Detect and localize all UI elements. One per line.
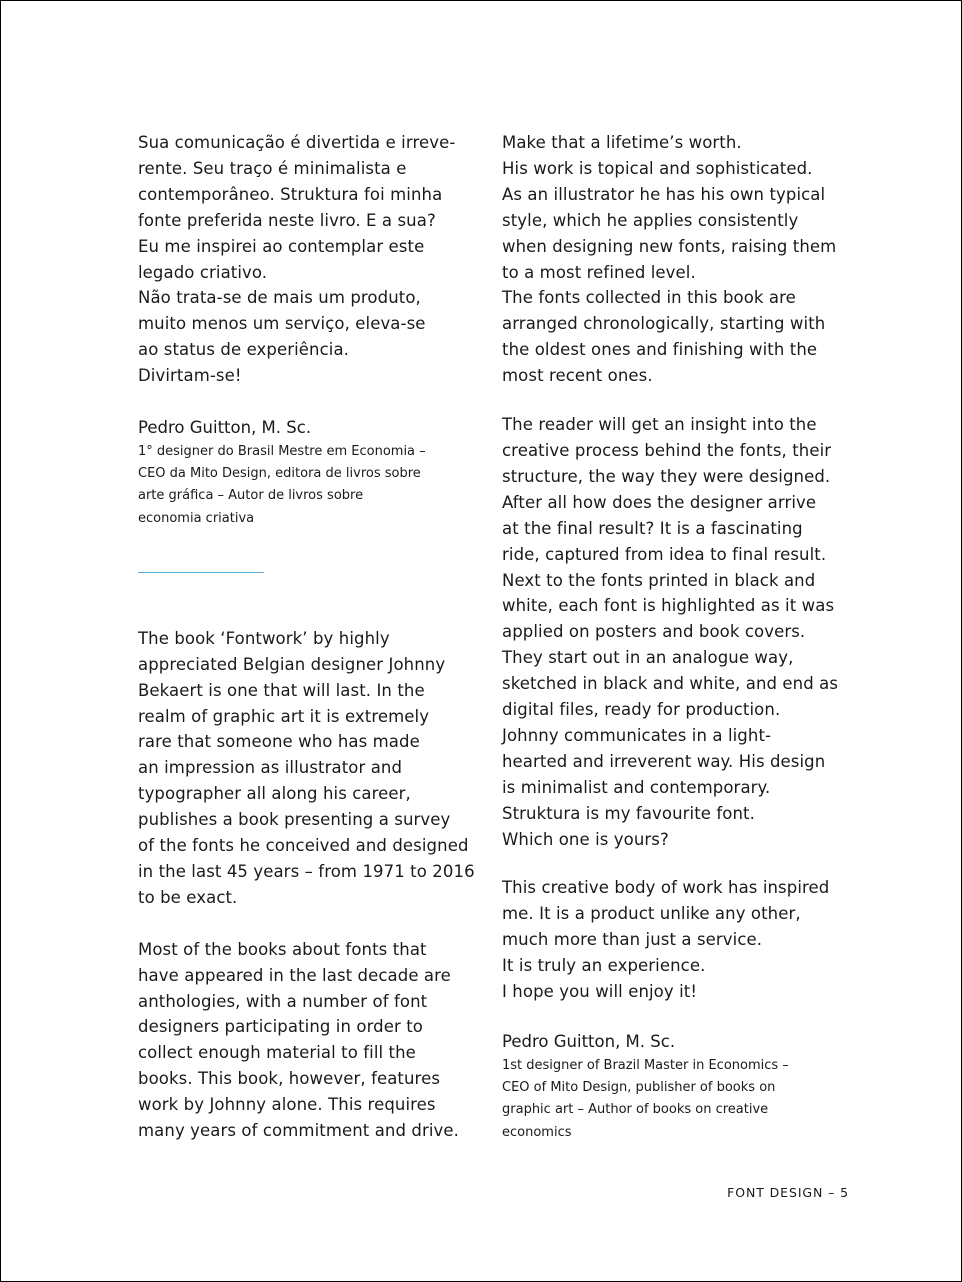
signature-english	[502, 1029, 857, 1144]
text-line: is minimalist and contemporary.	[502, 777, 771, 797]
text-line: rente. Seu traço é minimalista e	[138, 158, 407, 178]
text-line: As an illustrator he has his own typical	[502, 184, 826, 204]
text-line: an impression as illustrator and	[138, 758, 403, 778]
text-line: realm of graphic art it is extremely	[138, 706, 430, 726]
text-line: arranged chronologically, starting with	[502, 314, 826, 334]
credential-line: 1st designer of Brazil Master in Economics –	[502, 1057, 789, 1073]
credential-line: 1° designer do Brasil Mestre em Economia –	[138, 443, 426, 459]
text-line: designers participating in order to	[138, 1017, 423, 1037]
text-line: Make that a lifetime’s worth.	[502, 133, 742, 152]
text-line: creative process behind the fonts, their	[502, 440, 832, 460]
text-line: ride, captured from idea to final result.	[502, 544, 827, 564]
credential-line: CEO of Mito Design, publisher of books on	[502, 1080, 776, 1096]
text-line: collect enough material to fill the	[138, 1043, 416, 1063]
credential-line: arte gráfica – Autor de livros sobre	[138, 488, 364, 504]
text-line: to a most refined level.	[502, 262, 696, 282]
text-line: applied on posters and book covers.	[502, 622, 806, 642]
text-line: Which one is yours?	[502, 829, 669, 849]
text-line: structure, the way they were designed.	[502, 466, 831, 486]
text-line: Não trata-se de mais um produto,	[138, 288, 421, 308]
text-line: sketched in black and white, and end as	[502, 674, 839, 694]
credential-line: graphic art – Author of books on creative	[502, 1102, 769, 1118]
text-line: Sua comunicação é divertida e irreve-	[138, 133, 456, 152]
text-line: the oldest ones and finishing with the	[502, 340, 818, 360]
paragraph-right-3	[502, 875, 857, 1005]
signature-name: Pedro Guitton, M. Sc.	[138, 418, 312, 438]
signature-name: Pedro Guitton, M. Sc.	[502, 1032, 676, 1051]
text-line: to be exact.	[138, 887, 238, 907]
text-line: white, each font is highlighted as it was	[502, 596, 835, 616]
paragraph-english-1	[138, 626, 483, 911]
paragraph-right-2	[502, 412, 857, 852]
text-line: ao status de experiência.	[138, 340, 350, 360]
credential-line: economia criativa	[138, 510, 255, 526]
text-line: Johnny communicates in a light-	[502, 725, 772, 745]
text-line: me. It is a product unlike any other,	[502, 904, 801, 924]
text-line: Next to the fonts printed in black and	[502, 570, 816, 590]
right-column	[502, 130, 857, 1144]
text-line: when designing new fonts, raising them	[502, 236, 837, 256]
text-line: Eu me inspirei ao contemplar este	[138, 236, 425, 256]
text-line: rare that someone who has made	[138, 732, 420, 752]
section-divider	[138, 572, 264, 573]
text-line: many years of commitment and drive.	[138, 1121, 460, 1141]
text-line: work by Johnny alone. This requires	[138, 1095, 436, 1115]
text-line: anthologies, with a number of font	[138, 991, 428, 1011]
text-line: This creative body of work has inspired	[502, 878, 830, 898]
text-line: at the final result? It is a fascinating	[502, 518, 803, 538]
text-line: Most of the books about fonts that	[138, 939, 427, 959]
text-line: His work is topical and sophisticated.	[502, 158, 813, 178]
text-line: style, which he applies consistently	[502, 210, 799, 230]
text-line: have appeared in the last decade are	[138, 965, 451, 985]
text-line: books. This book, however, features	[138, 1069, 441, 1089]
text-line: publishes a book presenting a survey	[138, 810, 451, 830]
text-line: The fonts collected in this book are	[502, 288, 796, 308]
signature-portuguese	[138, 415, 483, 530]
text-line: They start out in an analogue way,	[502, 648, 794, 668]
credential-line: CEO da Mito Design, editora de livros sobre	[138, 466, 421, 482]
text-line: I hope you will enjoy it!	[502, 982, 698, 1002]
signature-credentials	[138, 441, 483, 530]
intro-portuguese	[138, 130, 483, 389]
text-line: Bekaert is one that will last. In the	[138, 680, 425, 700]
text-line: much more than just a service.	[502, 930, 763, 950]
text-line: contemporâneo. Struktura foi minha	[138, 184, 443, 204]
paragraph-right-1	[502, 130, 857, 389]
text-line: most recent ones.	[502, 366, 653, 386]
text-line: It is truly an experience.	[502, 956, 706, 976]
text-line: The book ‘Fontwork’ by highly	[138, 628, 390, 648]
text-line: Divirtam-se!	[138, 366, 242, 386]
text-line: typographer all along his career,	[138, 784, 411, 804]
text-line: appreciated Belgian designer Johnny	[138, 654, 446, 674]
page-footer: FONT DESIGN – 5	[727, 1185, 849, 1200]
text-line: of the fonts he conceived and designed	[138, 836, 469, 856]
text-line: The reader will get an insight into the	[502, 415, 817, 435]
text-line: legado criativo.	[138, 262, 268, 282]
text-line: fonte preferida neste livro. E a sua?	[138, 210, 436, 230]
signature-credentials	[502, 1055, 857, 1144]
paragraph-english-2	[138, 937, 483, 1144]
credential-line: economics	[502, 1124, 572, 1140]
text-line: in the last 45 years – from 1971 to 2016	[138, 861, 475, 881]
text-line: digital files, ready for production.	[502, 700, 781, 720]
left-column	[138, 130, 483, 1144]
text-line: muito menos um serviço, eleva-se	[138, 314, 426, 334]
text-line: After all how does the designer arrive	[502, 492, 817, 512]
text-line: hearted and irreverent way. His design	[502, 751, 826, 771]
text-line: Struktura is my favourite font.	[502, 803, 755, 823]
